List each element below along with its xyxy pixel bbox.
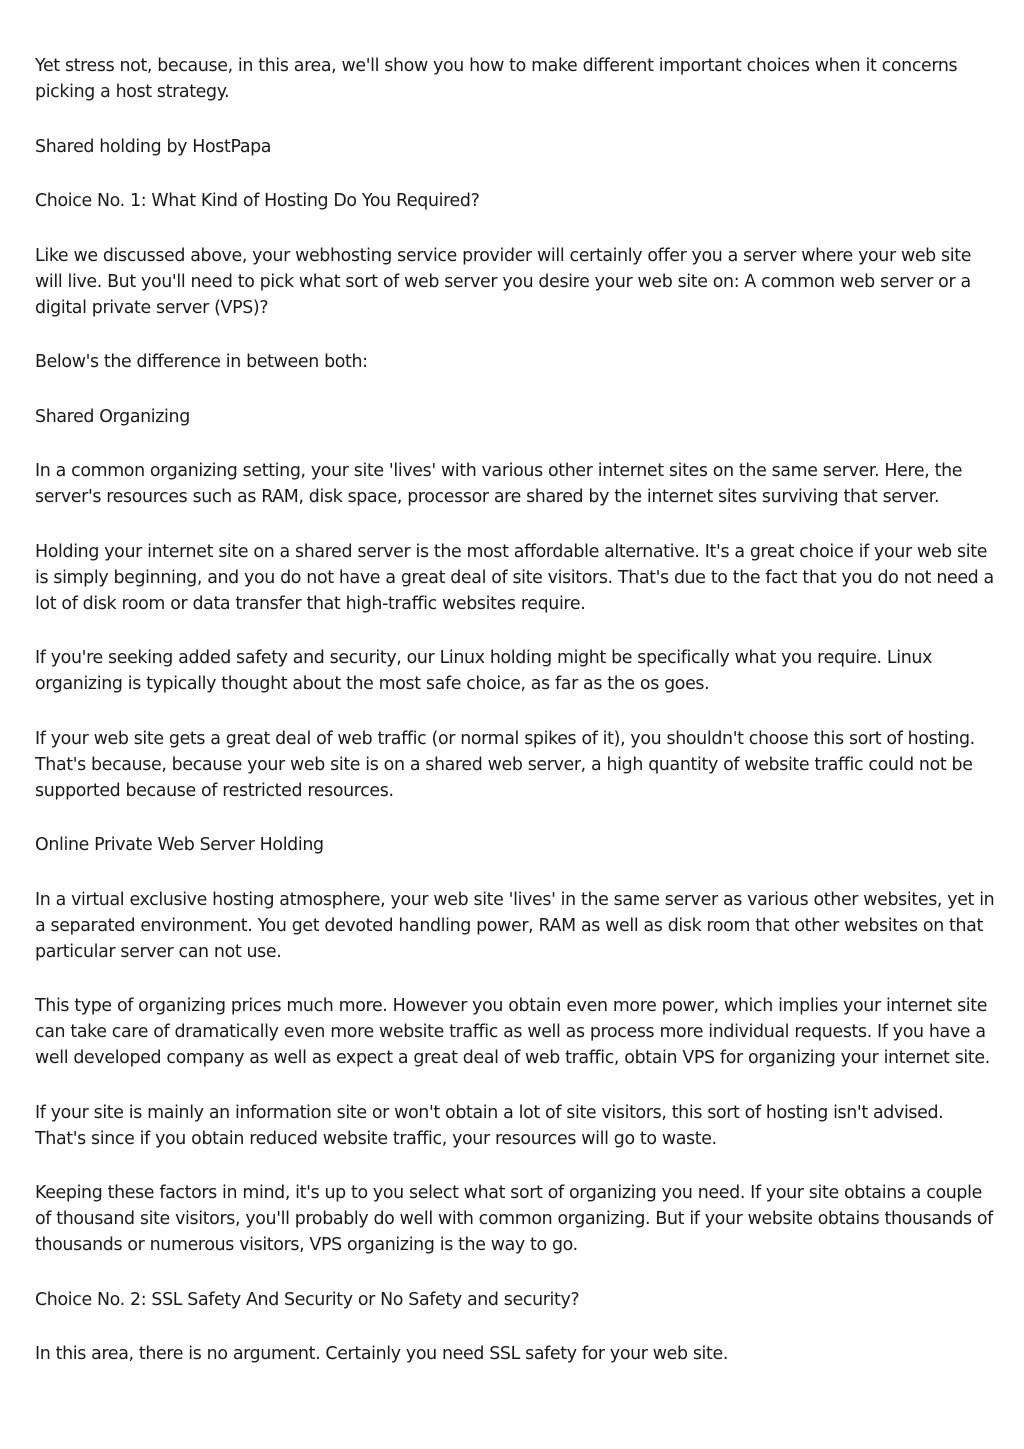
paragraph-difference: Below's the difference in between both: bbox=[35, 352, 368, 372]
heading-choice-1: Choice No. 1: What Kind of Hosting Do You Required? bbox=[35, 191, 480, 211]
paragraph-shared-setting: In a common organizing setting, your site 'lives' with various other internet sites on the same server. Here, the server's resources such as RAM, disk space, processor are shared by the internet sites surviving that server. bbox=[35, 461, 963, 507]
paragraph-vps-environment: In a virtual exclusive hosting atmosphere, your web site 'lives' in the same server as various other websites, yet in a separated environment. You get devoted handling power, RAM as well as disk room that other websites on that particular server can not use. bbox=[35, 889, 995, 962]
paragraph-ssl: In this area, there is no argument. Certainly you need SSL safety for your web site. bbox=[35, 1344, 729, 1364]
heading-vps-holding: Online Private Web Server Holding bbox=[35, 835, 324, 855]
heading-shared-organizing: Shared Organizing bbox=[35, 406, 190, 427]
paragraph-factors: Keeping these factors in mind, it's up to you select what sort of organizing you need. If your site obtains a couple of thousand site visitors, you'll probably do well with common organizing. But if your website obtains thousands of thousands or numerous visitors, VPS organizing is the way to go. bbox=[35, 1183, 993, 1255]
paragraph-shared-affordable: Holding your internet site on a shared server is the most affordable alternative. It's a great choice if your web site is simply beginning, and you do not have a great deal of site visitors. That's due to the fact that you do not need a lot of disk room or data transfer that high-traffic websites require. bbox=[35, 541, 994, 614]
paragraph-vps-cost: This type of organizing prices much more. However you obtain even more power, which implies your internet site can take care of dramatically even more website traffic as well as process more individual requests. If you have a well developed company as well as expect a great deal of web traffic, obtain VPS for organizing your internet site. bbox=[35, 996, 990, 1068]
paragraph-server-types: Like we discussed above, your webhosting service provider will certainly offer you a server where your web site will live. But you'll need to pick what sort of web server you desire your web site on: A common web server or a digital private server (VPS)? bbox=[35, 245, 972, 318]
document-body bbox=[35, 53, 995, 1396]
heading-choice-2: Choice No. 2: SSL Safety And Security or No Safety and security? bbox=[35, 1289, 580, 1310]
paragraph-shared-holding-hostpapa: Shared holding by HostPapa bbox=[35, 136, 272, 157]
paragraph-intro: Yet stress not, because, in this area, we'll show you how to make different important choices when it concerns picking a host strategy. bbox=[35, 56, 958, 102]
paragraph-vps-not-advised: If your site is mainly an information site or won't obtain a lot of site visitors, this sort of hosting isn't advised. That's since if you obtain reduced website traffic, your resources will go to waste. bbox=[35, 1102, 944, 1149]
paragraph-shared-traffic: If your web site gets a great deal of web traffic (or normal spikes of it), you shouldn't choose this sort of hosting. That's because, because your web site is on a shared web server, a high quantity of website traffic could not be supported because of restricted resources. bbox=[35, 728, 975, 801]
paragraph-linux-holding: If you're seeking added safety and security, our Linux holding might be specifically what you require. Linux organizing is typically thought about the most safe choice, as far as the os goes. bbox=[35, 648, 933, 694]
